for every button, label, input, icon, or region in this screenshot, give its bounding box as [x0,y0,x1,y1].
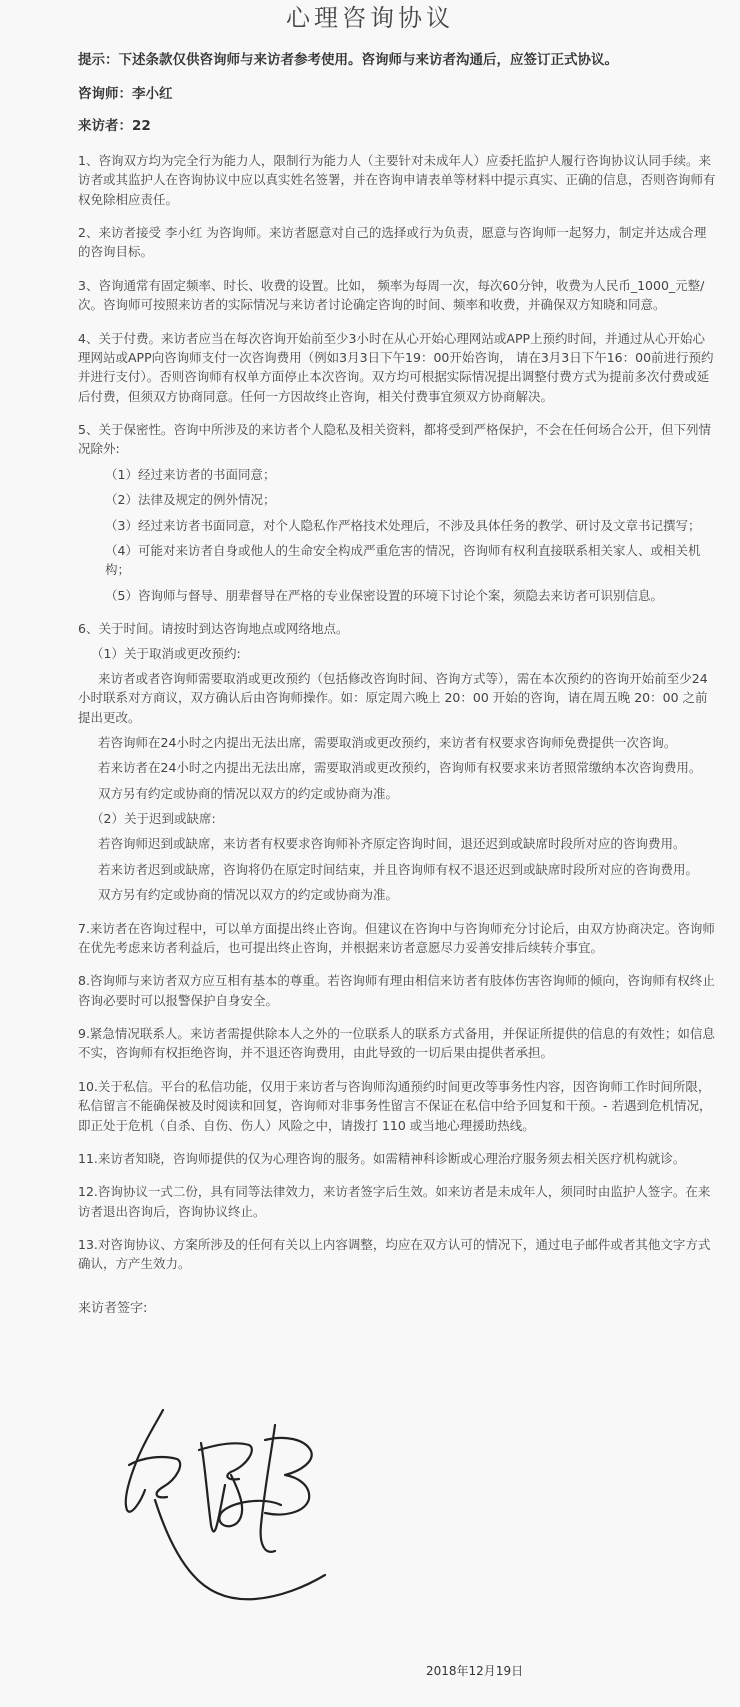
clause-5: 5、关于保密性。咨询中所涉及的来访者个人隐私及相关资料，都将受到严格保护，不会在任何场合公开，但下列情况除外: [78,422,711,457]
signature-stroke [261,1425,275,1552]
clause-13: 13.对咨询协议、方案所涉及的任何有关以上内容调整，均应在双方认可的情况下，通过电子邮件或者其他文字方式确认，方产生效力。 [78,1237,711,1272]
clause-5-item: （3）经过来访者书面同意，对个人隐私作严格技术处理后，不涉及具体任务的教学、研讨及文章书记撰写； [105,517,701,533]
tip-notice: 提示：下述条款仅供咨询师与来访者参考使用。咨询师与来访者沟通后，应签订正式协议。 [78,52,618,69]
signature-stroke [201,1443,225,1531]
clause-8: 8.咨询师与来访者双方应互相有基本的尊重。若咨询师有理由相信来访者有肢体伤害咨询师的倾向，咨询师有权终止咨询必要时可以报警保护自身安全。 [78,973,715,1008]
clause-5-item: （1）经过来访者的书面同意； [105,466,276,482]
client-signature [115,1405,345,1625]
clause-6: 6、关于时间。请按时到达咨询地点或网络地点。 [78,621,349,637]
clause-6-subheading: （2）关于迟到或缺席: [91,811,216,827]
signature-date: 2018年12月19日 [426,1664,524,1678]
clause-6-paragraph: 双方另有约定或协商的情况以双方的约定或协商为准。 [98,887,399,903]
clause-3: 3、咨询通常有固定频率、时长、收费的设置。比如， 频率为每周一次，每次60分钟，收费为人民币_1000_元整/次。咨询师可按照来访者的实际情况与来访者讨论确定咨询的时间、频率和收费，并确保双方知晓和同意。 [78,277,705,313]
clause-7: 7.来访者在咨询过程中，可以单方面提出终止咨询。但建议在咨询中与咨询师充分讨论后，由双方协商决定。咨询师在优先考虑来访者利益后，也可提出终止咨询，并根据来访者意愿尽力妥善安排后续转介事宜。 [78,920,715,955]
signature-stroke [199,1443,252,1479]
page-title: 心理咨询协议 [286,4,454,32]
signature-label: 来访者签字: [78,1300,148,1316]
clause-6-paragraph: 若来访者在24小时之内提出无法出席，需要取消或更改预约，咨询师有权要求来访者照常缴纳本次咨询费用。 [98,760,702,776]
clause-4: 4、关于付费。来访者应当在每次咨询开始前至少3小时在从心开始心理网站或APP上预约时间，并通过从心开始心理网站或APP向咨询师支付一次咨询费用（例如3月3日下午19：00开始咨询， 请在3月3日下午16：00前进行预约并进行支付）。否则咨询师有权单方面停止本次咨询。双方均可根据实际情况提出调整付费方式为提前多次付费或延后付费，但须双方协商同意。任何一方因故终止咨询，相关付费事宜须双方协商解决。 [78,330,714,404]
clause-5-item: （5）咨询师与督导、朋辈督导在严格的专业保密设置的环境下讨论个案，须隐去来访者可识别信息。 [105,587,663,603]
client-label: 来访者：22 [78,118,151,135]
signature-stroke [219,1475,281,1526]
clause-10: 10.关于私信。平台的私信功能，仅用于来访者与咨询师沟通预约时间更改等事务性内容，因咨询师工作时间所限，私信留言不能确保被及时阅读和回复，咨询师对非事务性留言不保证在私信中给予回复和干预。- 若遇到危机情况，即正处于危机（自杀、自伤、伤人）风险之中，请拨打 110 或当地心理援助热线。 [78,1078,712,1133]
clause-9: 9.紧急情况联系人。来访者需提供除本人之外的一位联系人的联系方式备用，并保证所提供的信息的有效性；如信息不实，咨询师有权拒绝咨询，并不退还咨询费用，由此导致的一切后果由提供者承担。 [78,1026,715,1061]
clause-5-item: （2）法律及规定的例外情况； [105,492,276,508]
clause-6-paragraph: 若咨询师迟到或缺席，来访者有权要求咨询师补齐原定咨询时间，退还迟到或缺席时段所对应的咨询费用。 [98,836,686,852]
clause-6-paragraph: 若咨询师在24小时之内提出无法出席，需要取消或更改预约，来访者有权要求咨询师免费提供一次咨询。 [98,734,677,750]
clause-6-paragraph: 来访者或者咨询师需要取消或更改预约（包括修改咨询时间、咨询方式等），需在本次预约的咨询开始前至少24小时联系对方商议，双方确认后由咨询师操作。如：原定周六晚上 20：00 开始的咨询，请在周五晚 20：00 之前提出更改。 [78,670,708,725]
clause-5-item: （4）可能对来访者自身或他人的生命安全构成严重危害的情况，咨询师有权利直接联系相关家人、或相关机构； [105,542,701,578]
counselor-label: 咨询师：李小红 [78,86,173,103]
clause-2: 2、来访者接受 李小红 为咨询师。来访者愿意对自己的选择或行为负责，愿意与咨询师一起努力，制定并达成合理的咨询目标。 [78,225,707,260]
clause-11: 11.来访者知晓，咨询师提供的仅为心理咨询的服务。如需精神科诊断或心理治疗服务须去相关医疗机构就诊。 [78,1150,686,1166]
clause-6-paragraph: 若来访者迟到或缺席，咨询将仍在原定时间结束，并且咨询师有权不退还迟到或缺席时段所对应的咨询费用。 [98,861,699,877]
signature-stroke [155,1500,325,1599]
clause-6-subheading: （1）关于取消或更改预约: [91,646,241,662]
clause-12: 12.咨询协议一式二份，具有同等法律效力，来访者签字后生效。如来访者是未成年人，须同时由监护人签字。在来访者退出咨询后，咨询协议终止。 [78,1184,711,1219]
clause-6-paragraph: 双方另有约定或协商的情况以双方的约定或协商为准。 [98,785,399,801]
clause-1: 1、咨询双方均为完全行为能力人，限制行为能力人（主要针对未成年人）应委托监护人履行咨询协议认同手续。来访者或其监护人在咨询协议中应以真实姓名签署，并在咨询申请表单等材料中提示真实、正确的信息，否则咨询师有权免除相应责任。 [78,152,716,207]
